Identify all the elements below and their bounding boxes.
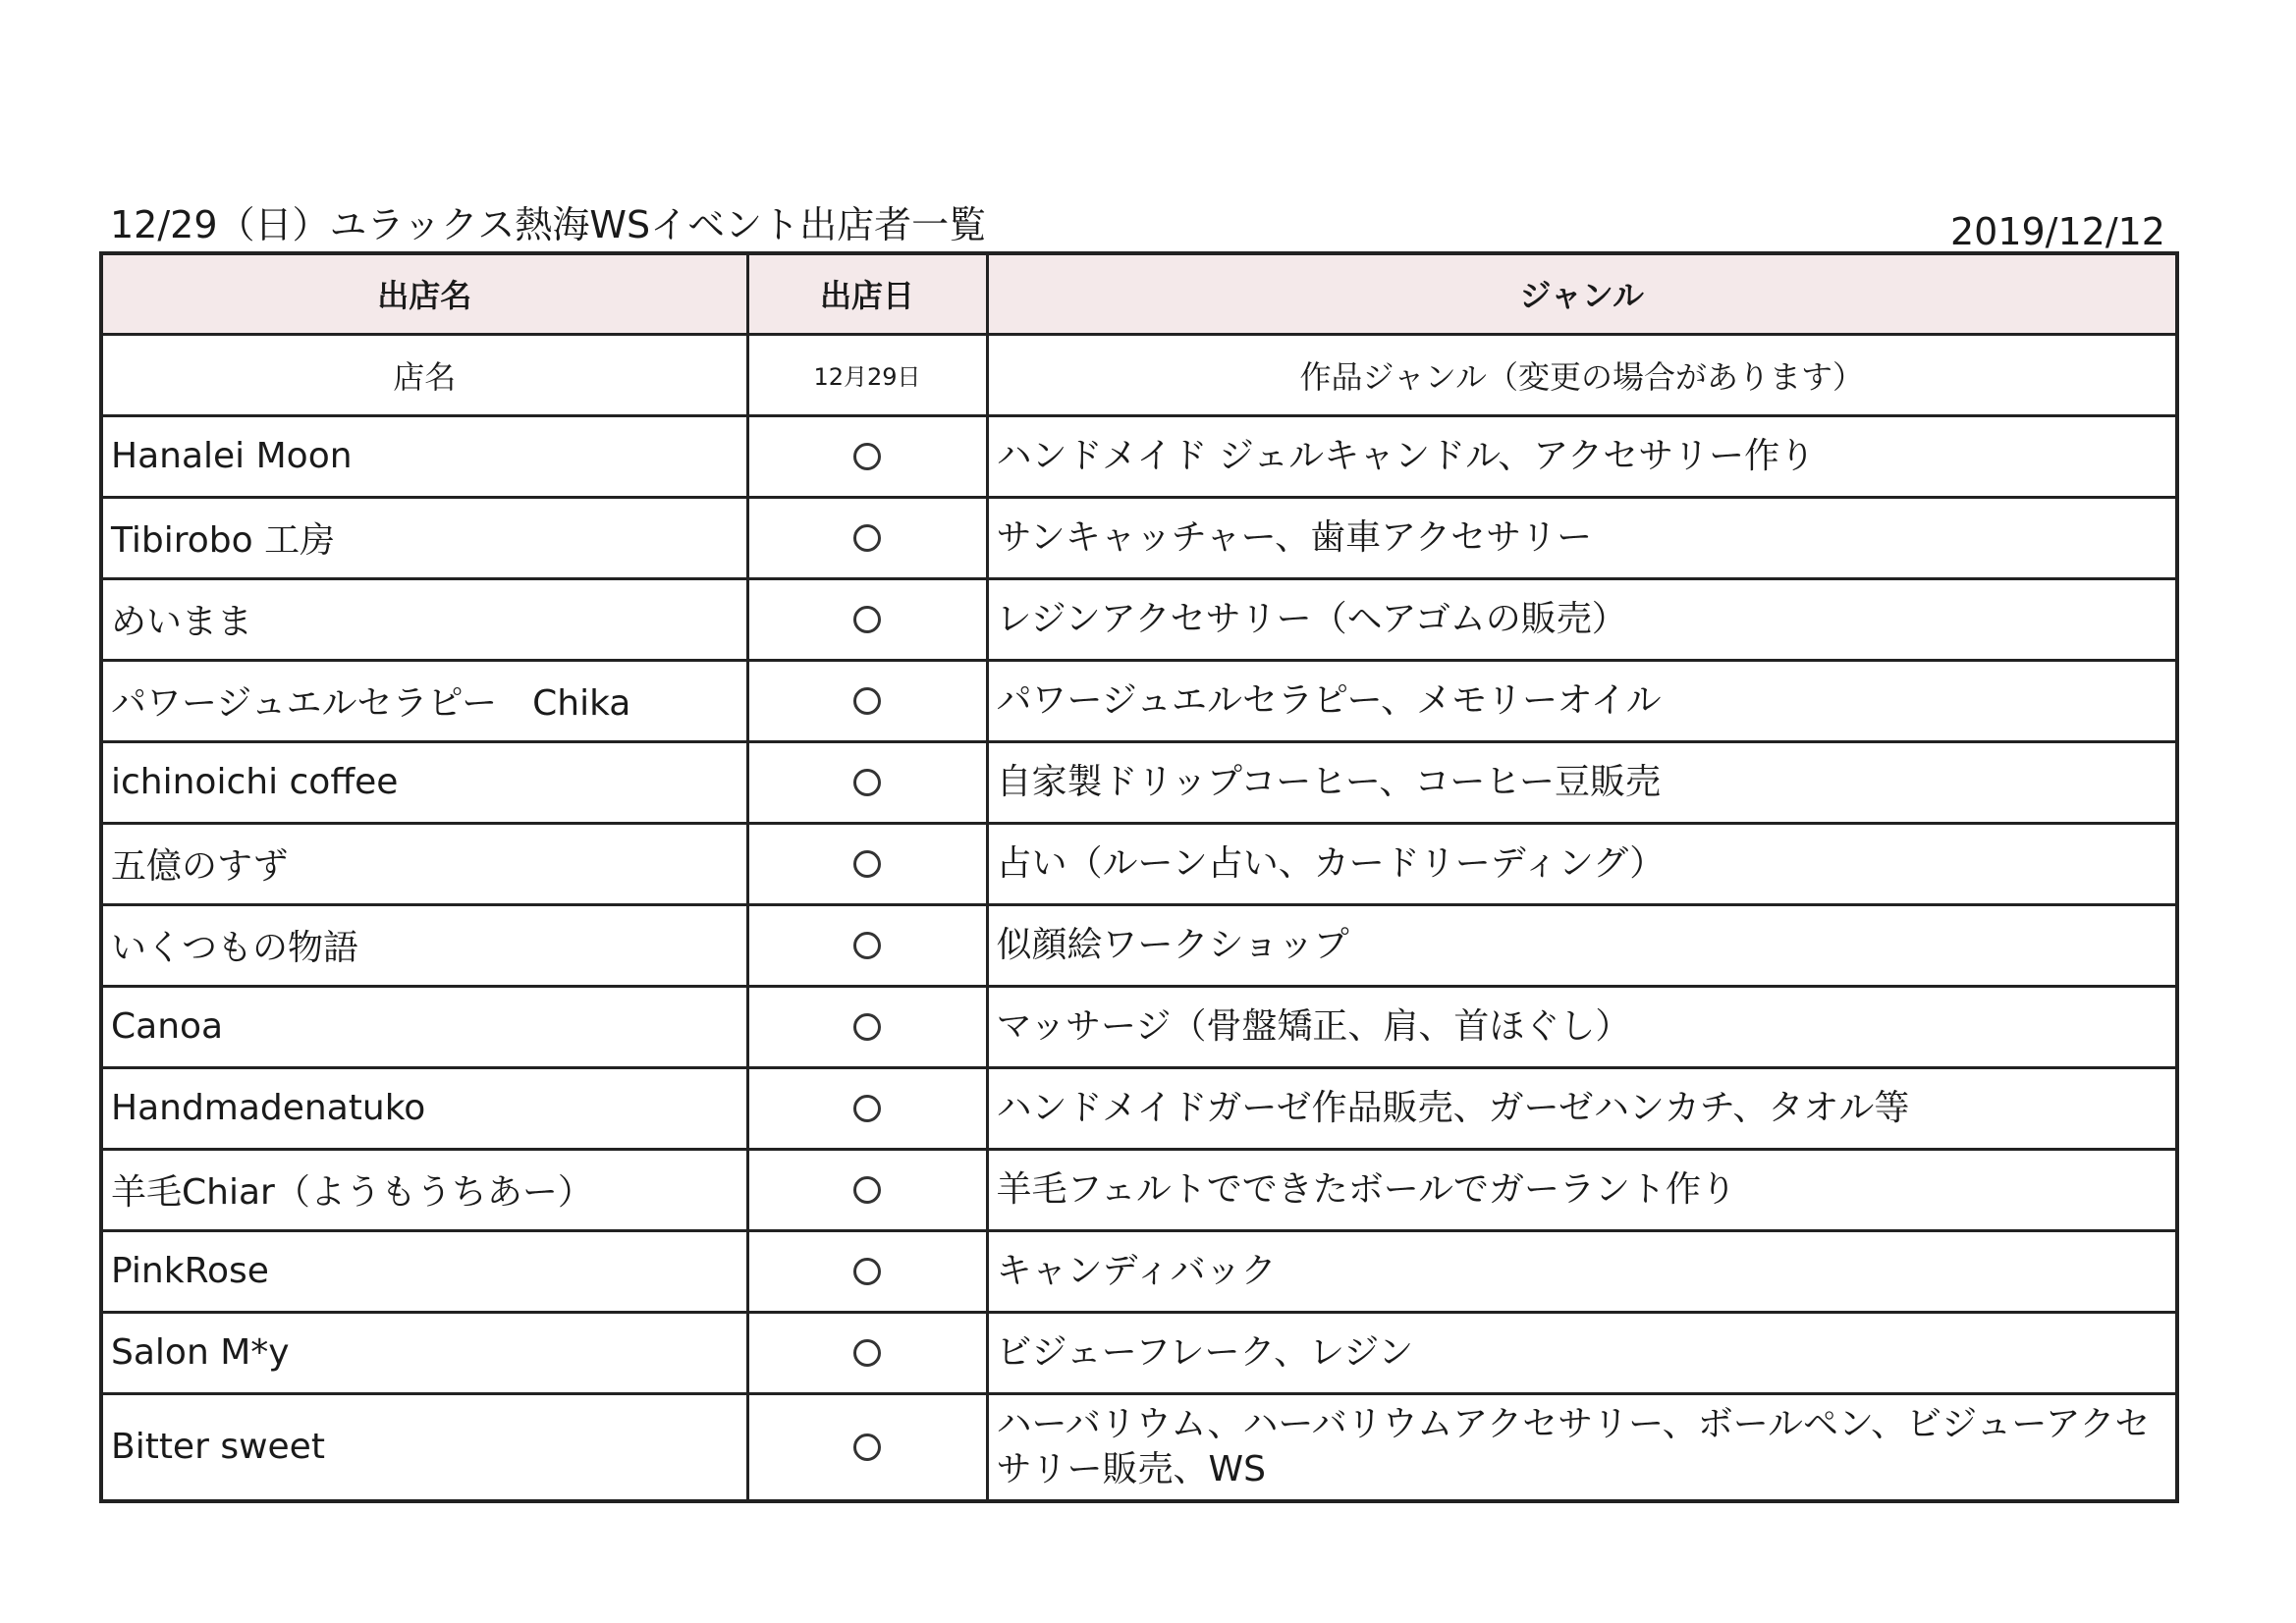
shop-genre: ハーバリウム、ハーバリウムアクセサリー、ボールペン、ビジューアクセサリー販売、WS	[987, 1393, 2177, 1501]
shop-genre: 羊毛フェルトでできたボールでガーラント作り	[987, 1149, 2177, 1230]
shop-genre: 自家製ドリップコーヒー、コーヒー豆販売	[987, 741, 2177, 823]
table-row	[101, 1393, 2177, 1501]
table-row	[101, 497, 2177, 578]
table-row	[101, 1312, 2177, 1393]
header-shop-date: 出店日	[747, 253, 987, 334]
attendance-cell	[747, 497, 987, 578]
shop-name: ichinoichi coffee	[101, 741, 747, 823]
shop-name: Bitter sweet	[101, 1393, 747, 1501]
shop-genre: サンキャッチャー、歯車アクセサリー	[987, 497, 2177, 578]
header-shop-name: 出店名	[101, 253, 747, 334]
table-row	[101, 823, 2177, 904]
subheader-row	[101, 334, 2177, 415]
table-row	[101, 415, 2177, 497]
circle-mark-icon	[853, 769, 881, 796]
shop-name: Salon M*y	[101, 1312, 747, 1393]
document-title: 12/29（日）ユラックス熱海WSイベント出店者一覧	[110, 203, 987, 246]
attendance-cell	[747, 415, 987, 497]
table-row	[101, 986, 2177, 1067]
circle-mark-icon	[853, 1095, 881, 1122]
shop-name: いくつもの物語	[101, 904, 747, 986]
table-row	[101, 1149, 2177, 1230]
shop-name: Hanalei Moon	[101, 415, 747, 497]
circle-mark-icon	[853, 850, 881, 878]
shop-name: 五億のすず	[101, 823, 747, 904]
table-row	[101, 1230, 2177, 1312]
attendance-cell	[747, 1312, 987, 1393]
shop-name: パワージュエルセラピー Chika	[101, 660, 747, 741]
circle-mark-icon	[853, 1339, 881, 1367]
attendance-cell	[747, 741, 987, 823]
document-date: 2019/12/12	[1949, 210, 2165, 253]
shop-genre: キャンディバック	[987, 1230, 2177, 1312]
attendance-cell	[747, 1067, 987, 1149]
attendance-cell	[747, 660, 987, 741]
shop-name: めいまま	[101, 578, 747, 660]
circle-mark-icon	[853, 606, 881, 633]
shop-genre: ハンドメイドガーゼ作品販売、ガーゼハンカチ、タオル等	[987, 1067, 2177, 1149]
shop-genre: ビジェーフレーク、レジン	[987, 1312, 2177, 1393]
circle-mark-icon	[853, 524, 881, 552]
shop-genre: ハンドメイド ジェルキャンドル、アクセサリー作り	[987, 415, 2177, 497]
shop-name: Handmadenatuko	[101, 1067, 747, 1149]
shop-genre: レジンアクセサリー（ヘアゴムの販売）	[987, 578, 2177, 660]
table-row	[101, 1067, 2177, 1149]
circle-mark-icon	[853, 687, 881, 715]
attendance-cell	[747, 1149, 987, 1230]
subheader-genre: 作品ジャンル（変更の場合があります）	[987, 334, 2177, 415]
table-row	[101, 904, 2177, 986]
subheader-shop-name: 店名	[101, 334, 747, 415]
shop-genre: 占い（ルーン占い、カードリーディング）	[987, 823, 2177, 904]
attendance-cell	[747, 986, 987, 1067]
attendance-cell	[747, 904, 987, 986]
shop-name: Tibirobo 工房	[101, 497, 747, 578]
vendor-table	[99, 251, 2179, 1503]
table-row	[101, 741, 2177, 823]
shop-name: 羊毛Chiar（ようもうちあー）	[101, 1149, 747, 1230]
attendance-cell	[747, 823, 987, 904]
table-row	[101, 578, 2177, 660]
circle-mark-icon	[853, 1258, 881, 1285]
shop-genre: 似顔絵ワークショップ	[987, 904, 2177, 986]
circle-mark-icon	[853, 932, 881, 959]
table-row	[101, 660, 2177, 741]
circle-mark-icon	[853, 1434, 881, 1461]
shop-genre: パワージュエルセラピー、メモリーオイル	[987, 660, 2177, 741]
attendance-cell	[747, 1230, 987, 1312]
attendance-cell	[747, 578, 987, 660]
circle-mark-icon	[853, 443, 881, 470]
header-row	[101, 253, 2177, 334]
shop-name: PinkRose	[101, 1230, 747, 1312]
subheader-date: 12月29日	[747, 334, 987, 415]
circle-mark-icon	[853, 1013, 881, 1041]
header-genre: ジャンル	[987, 253, 2177, 334]
shop-genre: マッサージ（骨盤矯正、肩、首ほぐし）	[987, 986, 2177, 1067]
circle-mark-icon	[853, 1176, 881, 1204]
shop-name: Canoa	[101, 986, 747, 1067]
attendance-cell	[747, 1393, 987, 1501]
